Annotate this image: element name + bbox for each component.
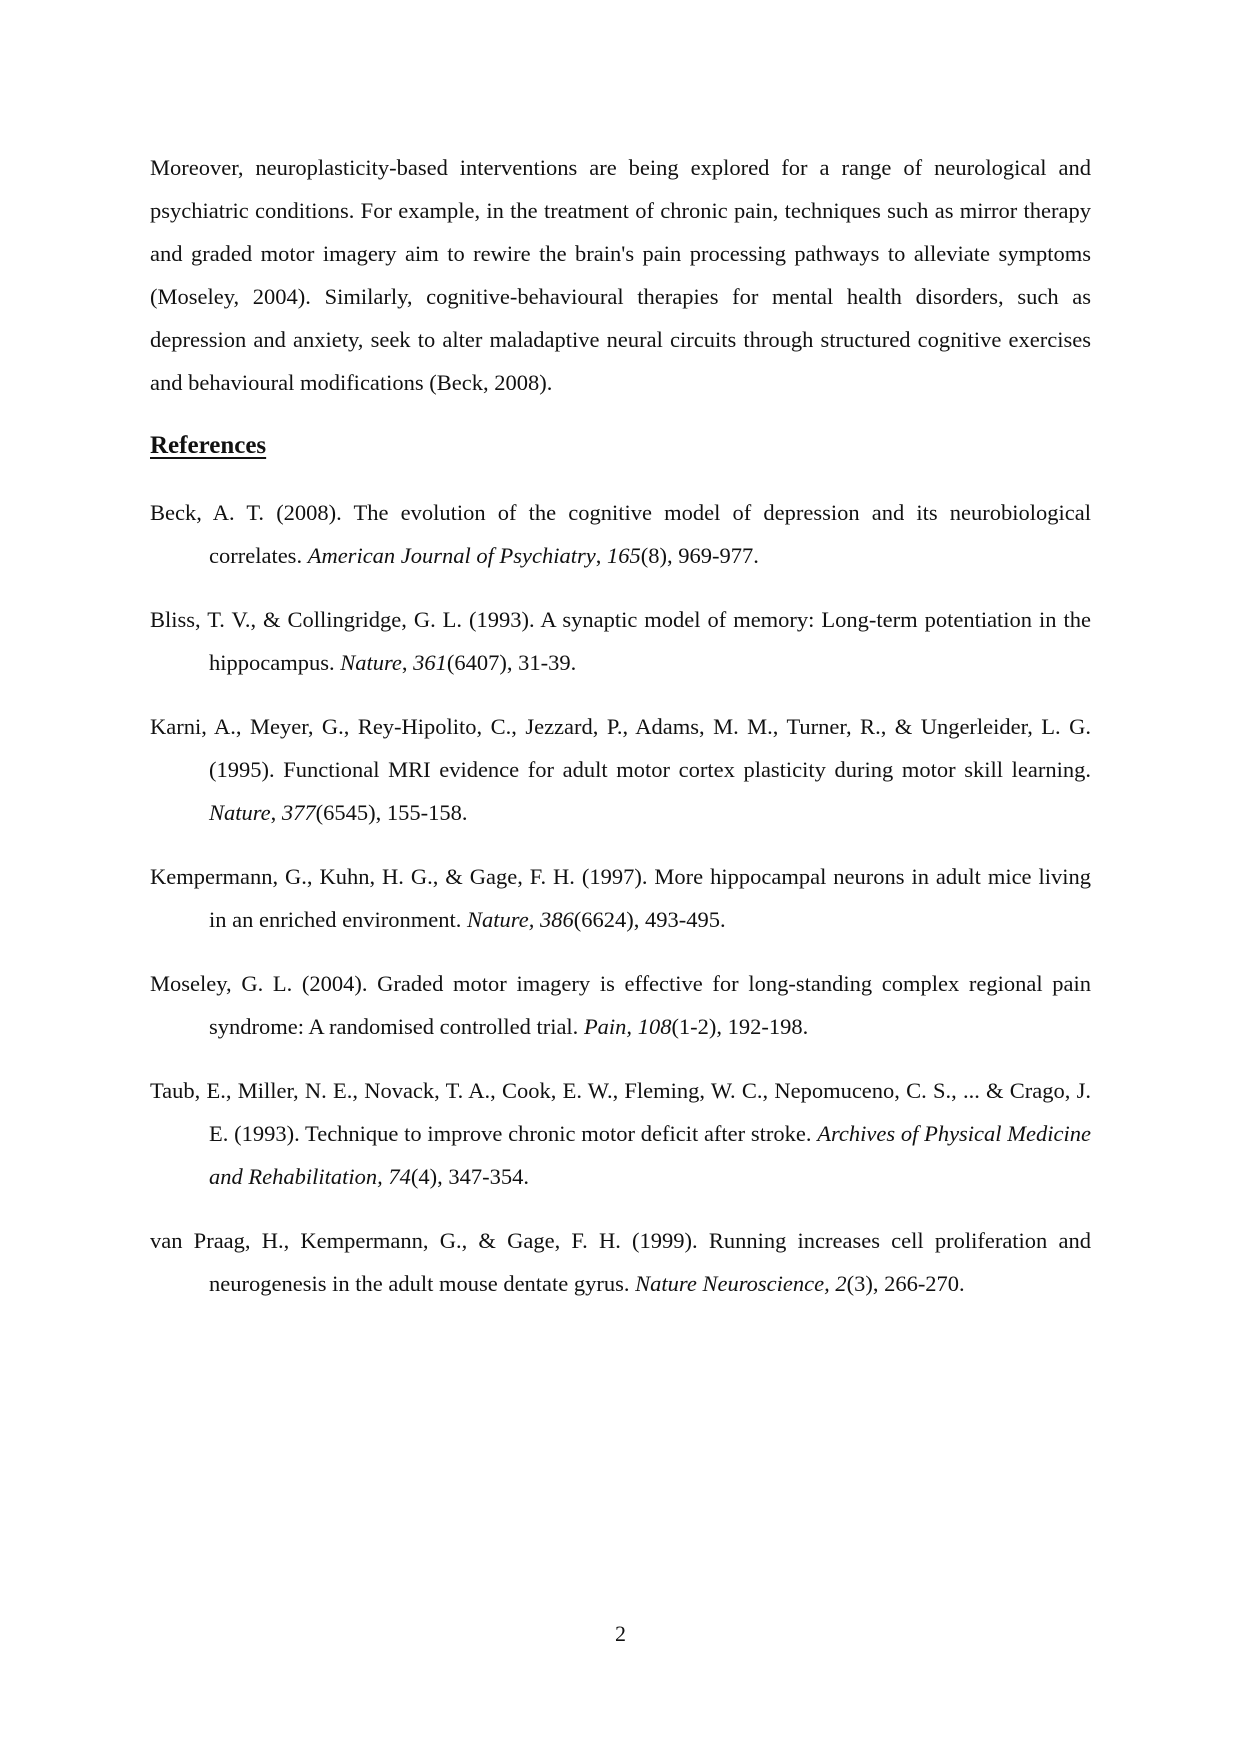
reference-issue-pages: (3), 266-270. xyxy=(846,1271,965,1296)
reference-volume: 108 xyxy=(637,1014,672,1039)
body-paragraph: Moreover, neuroplasticity-based interventions are being explored for a range of neurological and psychiatric conditions. For example, in the treatment of chronic pain, techniques such as mirror therapy and graded motor imagery aim to rewire the brain's pain processing pathways to alleviate symptoms (Moseley, 2004). Similarly, cognitive-behavioural therapies for mental health disorders, such as depression and anxiety, seek to alter maladaptive neural circuits through structured cognitive exercises and behavioural modifications (Beck, 2008). xyxy=(150,155,1091,395)
reference-citation: Moseley, G. L. (2004). Graded motor imagery is effective for long-standing complex regional pain syndrome: A randomised controlled trial. xyxy=(150,971,1091,1039)
reference-issue-pages: (6407), 31-39. xyxy=(446,650,577,675)
reference-journal: Nature Neuroscience, xyxy=(635,1271,830,1296)
reference-citation: van Praag, H., Kempermann, G., & Gage, F. H. (1999). Running increases cell proliferation and neurogenesis in the adult mouse dentate gyrus. xyxy=(150,1228,1091,1296)
reference-issue-pages: (6624), 493-495. xyxy=(573,907,726,932)
reference-journal: Nature xyxy=(209,800,271,825)
separator: , xyxy=(401,650,414,675)
separator: , xyxy=(595,543,608,568)
reference-item xyxy=(150,1069,1091,1198)
reference-journal: Nature xyxy=(340,650,402,675)
reference-item xyxy=(150,598,1091,684)
reference-volume: 165 xyxy=(607,543,641,568)
reference-volume: 361 xyxy=(413,650,447,675)
reference-journal: Archives of Physical Medicine and Rehabilitation, xyxy=(209,1121,1091,1189)
document-page xyxy=(150,146,1091,1326)
reference-citation: Karni, A., Meyer, G., Rey-Hipolito, C., Jezzard, P., Adams, M. M., Turner, R., & Ungerleider, L. G. (1995). Functional MRI evidence for adult motor cortex plasticity during motor skill learning. xyxy=(150,714,1091,782)
reference-citation: Taub, E., Miller, N. E., Novack, T. A., Cook, E. W., Fleming, W. C., Nepomuceno, C. S., ... & Crago, J. E. (1993). Technique to improve chronic motor deficit after stroke. xyxy=(150,1078,1091,1146)
reference-item xyxy=(150,855,1091,941)
references-list xyxy=(150,491,1091,1305)
references-heading: References xyxy=(150,432,267,459)
reference-citation: Kempermann, G., Kuhn, H. G., & Gage, F. H. (1997). More hippocampal neurons in adult mice living in an enriched environment. xyxy=(150,864,1091,932)
reference-volume: 74 xyxy=(388,1164,411,1189)
reference-issue-pages: (6545), 155-158. xyxy=(315,800,468,825)
reference-item xyxy=(150,705,1091,834)
reference-journal: American Journal of Psychiatry xyxy=(307,543,596,568)
reference-item xyxy=(150,1219,1091,1305)
reference-volume: 386 xyxy=(539,907,574,932)
reference-item xyxy=(150,962,1091,1048)
reference-volume: 377 xyxy=(281,800,316,825)
separator: , xyxy=(270,800,282,825)
reference-volume: 2 xyxy=(835,1271,847,1296)
reference-issue-pages: (4), 347-354. xyxy=(410,1164,529,1189)
reference-item xyxy=(150,491,1091,577)
page-number: 2 xyxy=(615,1621,626,1646)
reference-citation: Bliss, T. V., & Collingridge, G. L. (1993). A synaptic model of memory: Long-term potentiation in the hippocampus. xyxy=(150,607,1091,675)
reference-issue-pages: (8), 969-977. xyxy=(640,543,759,568)
reference-journal: Nature, xyxy=(467,907,535,932)
reference-citation: Beck, A. T. (2008). The evolution of the cognitive model of depression and its neurobiological correlates. xyxy=(150,500,1091,568)
reference-issue-pages: (1-2), 192-198. xyxy=(671,1014,809,1039)
reference-journal: Pain, xyxy=(583,1014,633,1039)
